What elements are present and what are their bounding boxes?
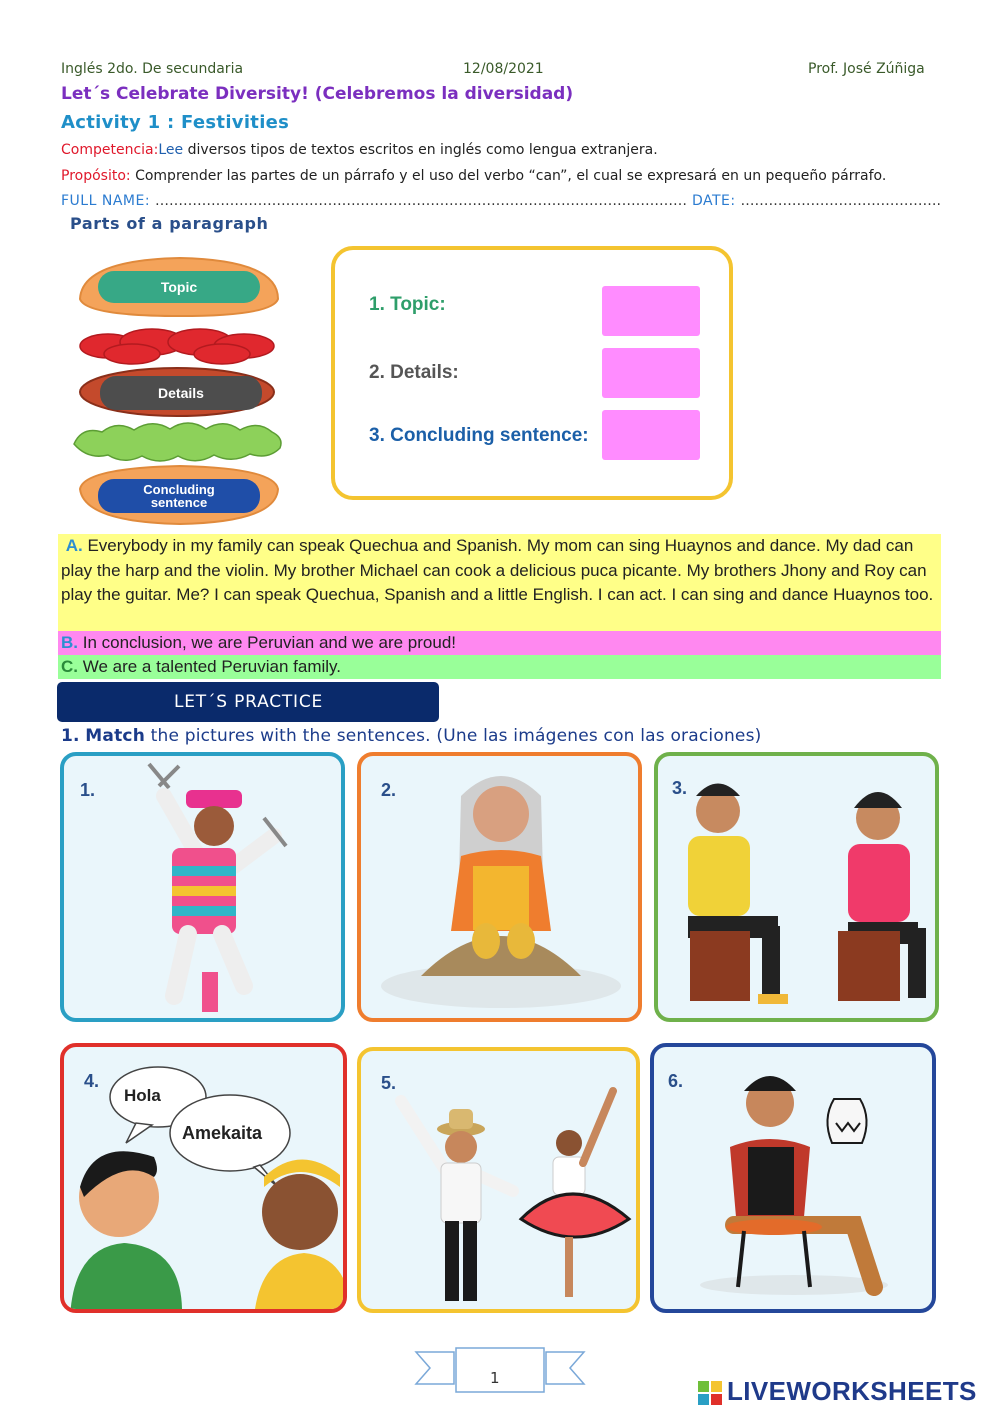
burger-concluding-line1: Concluding (143, 482, 215, 497)
competencia-label: Competencia: (61, 142, 159, 158)
date-label: 12/08/2021 (463, 61, 544, 77)
picture-card-1[interactable] (60, 752, 345, 1022)
picture-card-2[interactable] (357, 752, 642, 1022)
card-5-number: 5. (381, 1073, 397, 1093)
concluding-label: 3. Concluding sentence: (369, 425, 589, 446)
picture-card-4[interactable] (60, 1043, 347, 1313)
paragraph-c-text: We are a talented Peruvian family. (78, 657, 342, 676)
proposito-line (61, 168, 886, 184)
paragraph-a-letter: A. (65, 536, 83, 555)
fullname-dots: …………………………………………………………………………………………………… (155, 193, 687, 209)
paragraph-b (58, 631, 941, 655)
concluding-answer-drop[interactable] (602, 410, 700, 460)
date-field-dots: ……………………………………. (740, 193, 941, 209)
fullname-line (61, 193, 941, 209)
competencia-line (61, 142, 658, 158)
card-6-number: 6. (668, 1071, 684, 1091)
paragraph-c-letter: C. (61, 657, 78, 676)
greeting-kids-illustration (64, 1047, 347, 1313)
proposito-label: Propósito: (61, 168, 131, 184)
weaver-woman-illustration (361, 756, 642, 1022)
competencia-text: diversos tipos de textos escritos en inglés como lengua extranjera. (183, 142, 658, 158)
page-ribbon (414, 1346, 586, 1396)
topic-label: 1. Topic: (369, 294, 446, 315)
paragraph-b-text: In conclusion, we are Peruvian and we are proud! (78, 633, 457, 652)
picture-card-6[interactable] (650, 1043, 936, 1313)
match-instruction (61, 726, 761, 746)
burger-illustration (72, 254, 287, 529)
proposito-text: Comprender las partes de un párrafo y el uso del verbo “can”, el cual se expresará en un pequeño párrafo. (130, 168, 887, 184)
cajon-players-illustration (658, 756, 939, 1022)
burger-concluding-pill (98, 479, 260, 513)
scissors-dancer-illustration (64, 756, 345, 1022)
paragraph-a-text: Everybody in my family can speak Quechua and Spanish. My mom can sing Huaynos and dance. My dad can play the harp and the violin. My brother Michael can cook a delicious puca picante. My brothers Jhony and Roy can play the guitar. Me? I can speak Quechua, Spanish and a little English. I can act. I can sing and dance Huaynos too. (61, 536, 934, 604)
instruction-text: the pictures with the sentences. (Une las imágenes con las oraciones) (145, 726, 762, 746)
card-1-number: 1. (80, 780, 96, 800)
details-label: 2. Details: (369, 362, 459, 383)
instruction-number: 1. (61, 726, 80, 746)
burger-topic-pill: Topic (98, 271, 260, 303)
picture-card-5[interactable] (357, 1047, 640, 1313)
course-label: Inglés 2do. De secundaria (61, 61, 244, 77)
burger-concluding-line2: sentence (150, 495, 208, 510)
card-3-number: 3. (672, 778, 688, 798)
parts-answer-box (331, 246, 733, 500)
fullname-label: FULL NAME: (61, 193, 151, 209)
bubble-hola: Hola (124, 1086, 161, 1105)
burger-details-pill: Details (100, 376, 262, 410)
lets-practice-banner: LET´S PRACTICE (57, 682, 439, 722)
instruction-bold: Match (85, 726, 145, 746)
parts-title: Parts of a paragraph (70, 214, 269, 233)
liveworksheets-brand: LIVEWORKSHEETS (727, 1376, 977, 1406)
date-field-label: DATE: (691, 193, 736, 209)
picture-card-3[interactable] (654, 752, 939, 1022)
bubble-amekaita: Amekaita (182, 1123, 263, 1143)
paragraph-a (61, 534, 941, 608)
marinera-dancers-illustration (361, 1051, 640, 1313)
paragraph-b-letter: B. (61, 633, 78, 652)
card-4-number: 4. (84, 1071, 100, 1091)
details-answer-drop[interactable] (602, 348, 700, 398)
paragraph-c (58, 655, 941, 679)
competencia-highlight: Lee (158, 142, 184, 158)
liveworksheets-logo-icon (698, 1381, 722, 1405)
activity-title: Activity 1 : Festivities (61, 112, 290, 133)
page-number: 1 (490, 1369, 500, 1387)
card-2-number: 2. (381, 780, 397, 800)
teacher-label: Prof. José Zúñiga (808, 61, 925, 77)
page-title: Let´s Celebrate Diversity! (Celebremos la diversidad) (61, 84, 574, 104)
topic-answer-drop[interactable] (602, 286, 700, 336)
potter-illustration (654, 1047, 936, 1313)
